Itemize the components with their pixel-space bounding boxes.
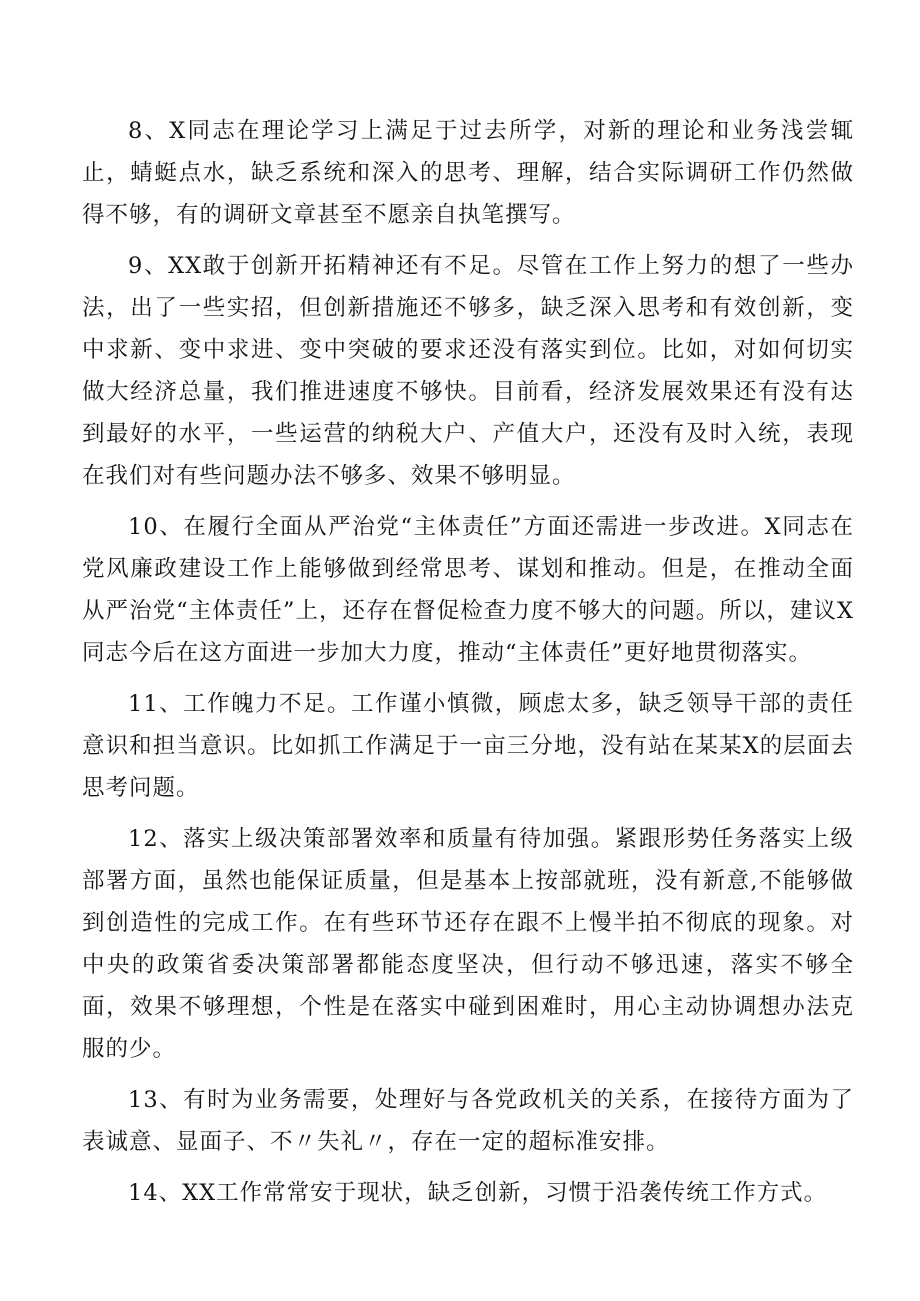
- paragraph-8: 8、X同志在理论学习上满足于过去所学，对新的理论和业务浅尝辄止，蜻蜓点水，缺乏系统和深入的思考、理解，结合实际调研工作仍然做得不够，有的调研文章甚至不愿亲自执笔撰写。: [82, 118, 854, 228]
- paragraph-12: 12、落实上级决策部署效率和质量有待加强。紧跟形势任务落实上级部署方面，虽然也能保证质量，但是基本上按部就班，没有新意,不能够做到创造性的完成工作。在有些环节还存在跟不上慢半拍不彻底的现象。对中央的政策省委决策部署都能态度坚决，但行动不够迅速，落实不够全面，效果不够理想，个性是在落实中碰到困难时，用心主动协调想办法克服的少。: [82, 826, 854, 1062]
- paragraph-11: 11、工作魄力不足。工作谨小慎微，顾虑太多，缺乏领导干部的责任意识和担当意识。比如抓工作满足于一亩三分地，没有站在某某X的层面去思考问题。: [82, 691, 854, 801]
- paragraph-13: 13、有时为业务需要，处理好与各党政机关的关系，在接待方面为了表诚意、显面子、不〃失礼〃，存在一定的超标准安排。: [82, 1087, 854, 1155]
- paragraph-14: 14、XX工作常常安于现状，缺乏创新，习惯于沿袭传统工作方式。: [128, 1180, 828, 1206]
- paragraph-10: 10、在履行全面从严治党“主体责任”方面还需进一步改进。X同志在党风廉政建设工作上能够做到经常思考、谋划和推动。但是，在推动全面从严治党“主体责任”上，还存在督促检查力度不够大的问题。所以，建议X同志今后在这方面进一步加大力度，推动“主体责任”更好地贯彻落实。: [82, 514, 854, 666]
- document-body: [82, 110, 854, 1223]
- paragraph-9: 9、XX敢于创新开拓精神还有不足。尽管在工作上努力的想了一些办法，出了一些实招，但创新措施还不够多，缺乏深入思考和有效创新，变中求新、变中求进、变中突破的要求还没有落实到位。比如，对如何切实做大经济总量，我们推进速度不够快。目前看，经济发展效果还有没有达到最好的水平，一些运营的纳税大户、产值大户，还没有及时入统，表现在我们对有些问题办法不够多、效果不够明显。: [82, 253, 854, 489]
